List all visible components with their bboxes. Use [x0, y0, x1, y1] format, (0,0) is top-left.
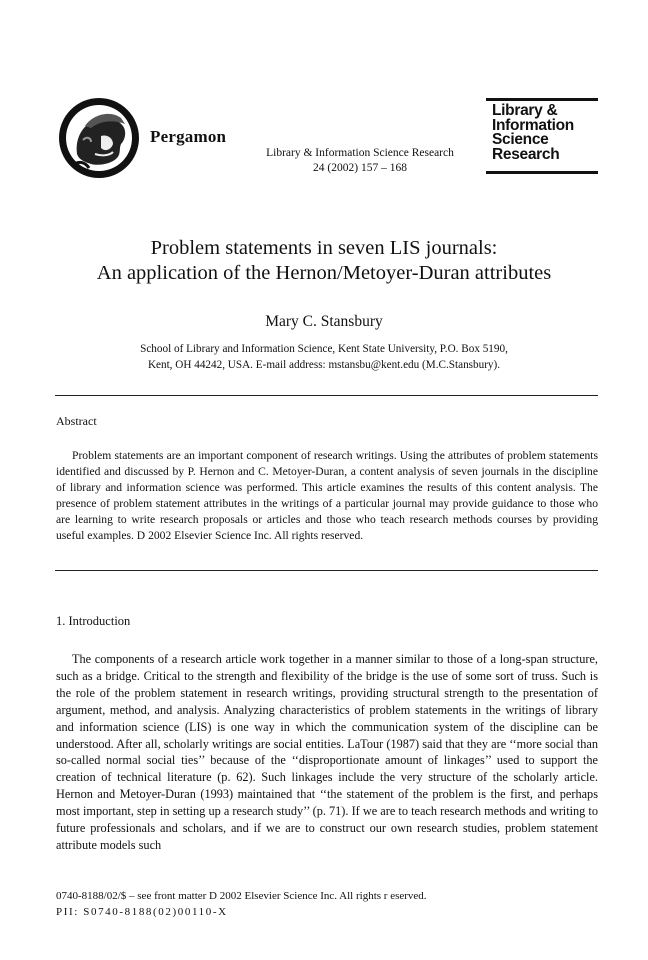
article-title [0, 236, 648, 286]
abstract-label: Abstract [56, 414, 97, 428]
journal-logo [486, 98, 598, 174]
page-header [0, 0, 648, 200]
journal-logo-line: Information [492, 116, 574, 134]
publisher-name: Pergamon [150, 127, 227, 146]
journal-logo-top-rule [486, 98, 598, 101]
section-heading: 1. Introduction [56, 614, 131, 628]
athena-head-icon [55, 96, 145, 180]
abstract-top-divider [55, 395, 598, 396]
title-line: An application of the Hernon/Metoyer-Duran attributes [96, 262, 552, 284]
journal-volume: 24 (2002) 157 – 168 [313, 162, 407, 174]
pii-line: PII: S0740-8188(02)00110-X [56, 905, 228, 918]
title-line: Problem statements in seven LIS journals: [150, 237, 498, 259]
publisher-logo-emblem [55, 96, 145, 180]
journal-citation [255, 146, 465, 176]
introduction-paragraph: The components of a research article work together in a manner similar to those of a long-span structure, such as a bridge. Critical to the strength and flexibility of the bridge is the use of some sort of truss. Such is the role of the problem statement in research writings, providing structural strength to the presentation of argument, method, and analysis. Analyzing characteristics of problem statements in the writings of library and information science (LIS) is one way in which the communication system of the discipline can be understood. After all, scholarly writings are social entities. LaTour (1987) said that they are ‘‘more social than so-called normal social ties’’ because of the ‘‘disproportionate amount of linkages’’ used to support the creation of technical literature (p. 62). Such linkages include the very structure of the scholarly article. Hernon and Metoyer-Duran (1993) maintained that ‘‘the statement of the problem is the first, and perhaps most important, step in setting up a research study’’ (p. 71). If we are to teach research methods and writing to future professionals and scholars, and if we are to construct our own research studies, problem statement attribute models such [56, 652, 598, 852]
journal-logo-line: Science [492, 131, 549, 148]
affiliation-line: School of Library and Information Science, Kent State University, P.O. Box 5190, [140, 343, 508, 355]
journal-logo-bottom-rule [486, 171, 598, 174]
journal-logo-line: Library & [492, 102, 558, 119]
author-affiliation [110, 342, 538, 373]
copyright-line: 0740-8188/02/$ – see front matter D 2002 Elsevier Science Inc. All rights r eserved. [56, 890, 427, 902]
affiliation-line: Kent, OH 44242, USA. E-mail address: mstansbu@kent.edu (M.C.Stansbury). [147, 358, 501, 371]
page-footer [56, 889, 427, 920]
journal-name: Library & Information Science Research [266, 147, 454, 159]
abstract-bottom-divider [55, 570, 598, 571]
abstract-text: Problem statements are an important component of research writings. Using the attributes of problem statements identified and discussed by P. Hernon and C. Metoyer-Duran, a content analysis of seven journals in the discipline of library and information science was performed. This article examines the results of this content analysis. The presence of problem statement attributes in the writings of a particular journal may provide guidance to those who are learning to write research proposals or articles and those who teach research methods courses by providing useful examples. D 2002 Elsevier Science Inc. All rights reserved. [56, 449, 598, 542]
journal-logo-line: Research [492, 145, 560, 163]
author-name: Mary C. Stansbury [265, 313, 383, 330]
